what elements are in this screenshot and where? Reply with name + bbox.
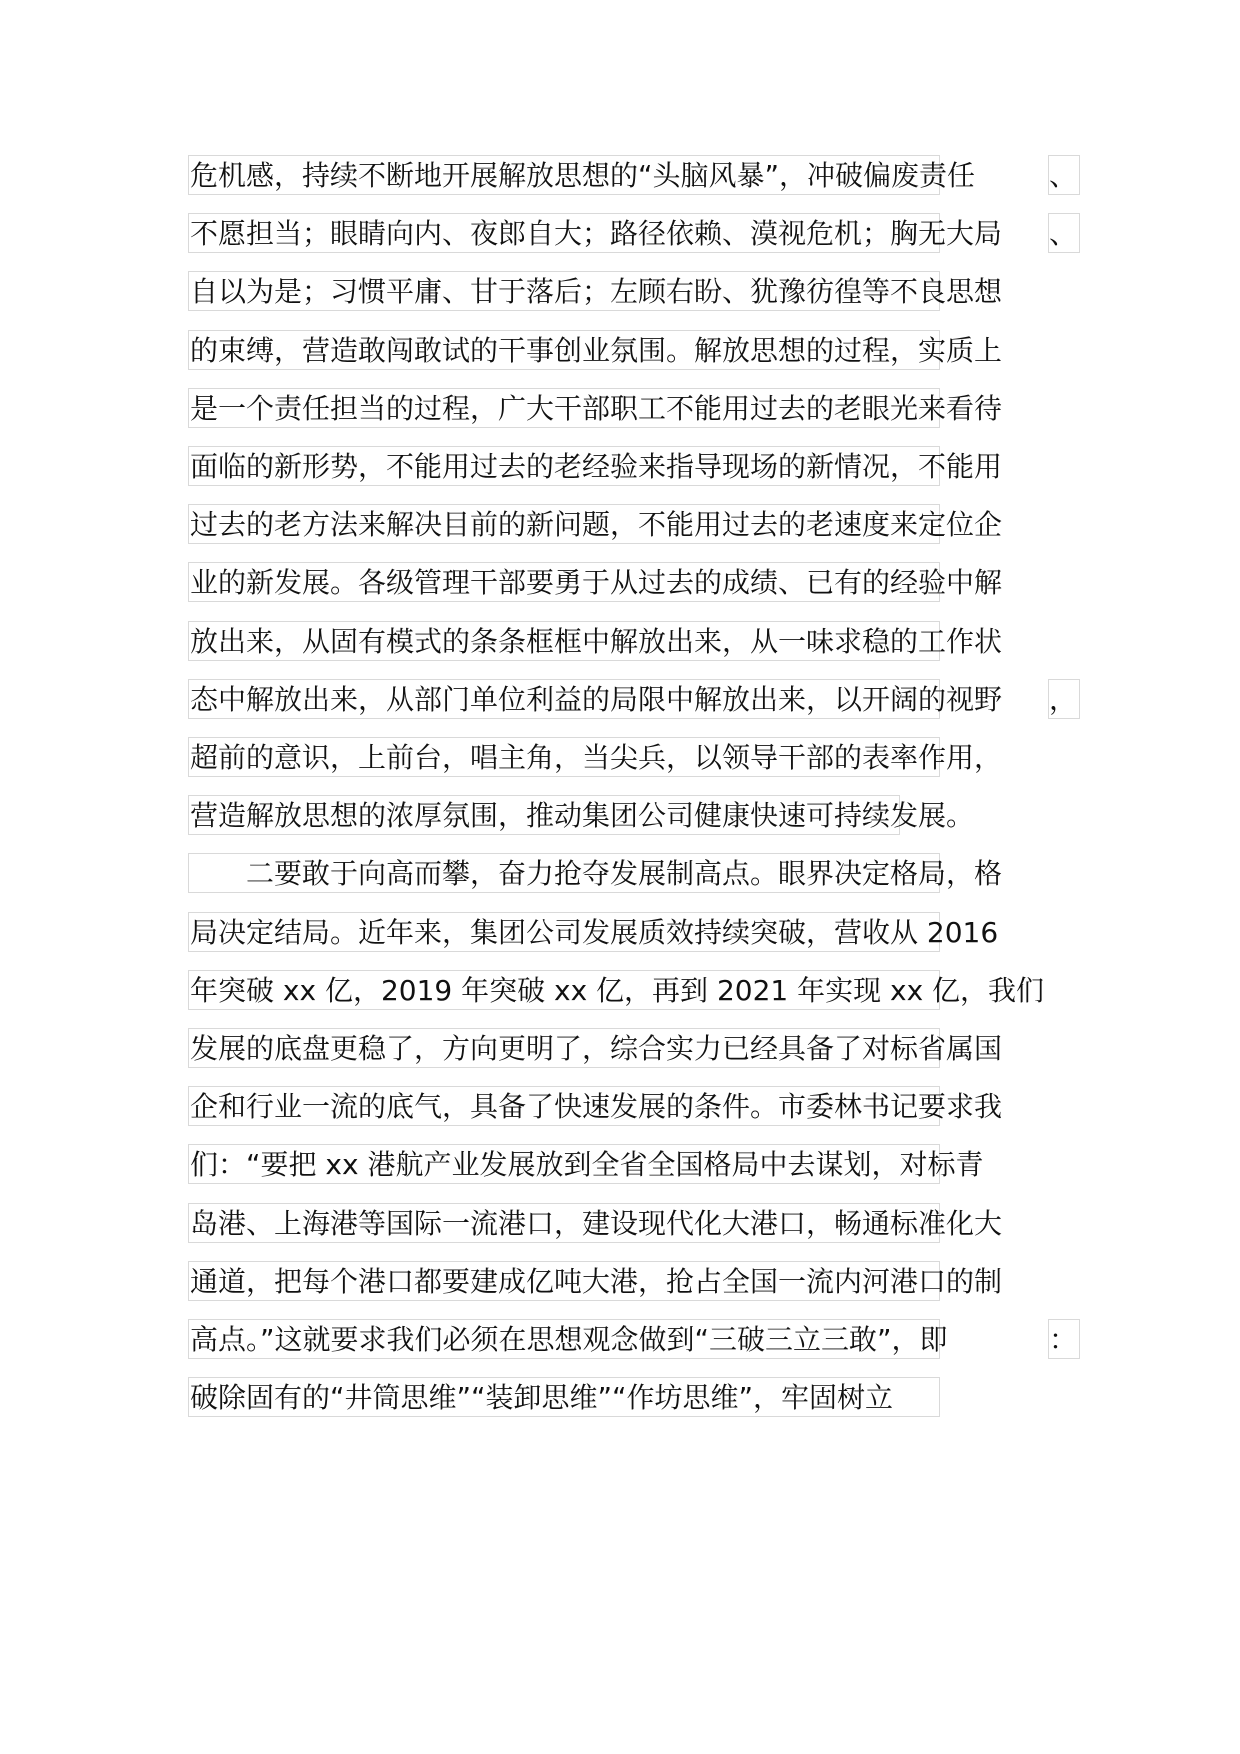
text-line: 态中解放出来，从部门单位利益的局限中解放出来，以开阔的视野 (188, 679, 940, 719)
text-line: 局决定结局。近年来，集团公司发展质效持续突破，营收从 2016 (188, 912, 940, 952)
text-line: 自以为是；习惯平庸、甘于落后；左顾右盼、犹豫彷徨等不良思想 (188, 271, 940, 311)
text-line: 通道，把每个港口都要建成亿吨大港，抢占全国一流内河港口的制 (188, 1261, 940, 1301)
text-line: 业的新发展。各级管理干部要勇于从过去的成绩、已有的经验中解 (188, 562, 940, 602)
text-line: 年突破 xx 亿，2019 年突破 xx 亿，再到 2021 年实现 xx 亿，我们 (188, 970, 940, 1010)
text-line: 不愿担当；眼睛向内、夜郎自大；路径依赖、漠视危机；胸无大局 (188, 213, 940, 253)
text-line: 发展的底盘更稳了，方向更明了，综合实力已经具备了对标省属国 (188, 1028, 940, 1068)
text-line: 高点。”这就要求我们必须在思想观念做到“三破三立三敢”，即 (188, 1319, 940, 1359)
text-line: 的束缚，营造敢闯敢试的干事创业氛围。解放思想的过程，实质上 (188, 330, 940, 370)
line-end-punctuation: ： (1048, 1319, 1080, 1359)
text-line: 危机感，持续不断地开展解放思想的“头脑风暴”，冲破偏废责任 (188, 155, 940, 195)
text-line: 超前的意识，上前台，唱主角，当尖兵，以领导干部的表率作用， (188, 737, 940, 777)
text-line: 是一个责任担当的过程，广大干部职工不能用过去的老眼光来看待 (188, 388, 940, 428)
text-line: 岛港、上海港等国际一流港口，建设现代化大港口，畅通标准化大 (188, 1203, 940, 1243)
text-line: 二要敢于向高而攀，奋力抢夺发展制高点。眼界决定格局，格 (188, 853, 940, 893)
text-line: 破除固有的“井筒思维”“装卸思维”“作坊思维”，牢固树立 (188, 1377, 940, 1417)
line-end-punctuation: ， (1048, 679, 1080, 719)
line-end-punctuation: 、 (1048, 213, 1080, 253)
line-end-punctuation: 、 (1048, 155, 1080, 195)
text-line: 企和行业一流的底气，具备了快速发展的条件。市委林书记要求我 (188, 1086, 940, 1126)
text-line: 过去的老方法来解决目前的新问题，不能用过去的老速度来定位企 (188, 504, 940, 544)
text-line: 放出来，从固有模式的条条框框中解放出来，从一味求稳的工作状 (188, 621, 940, 661)
text-line: 面临的新形势，不能用过去的老经验来指导现场的新情况，不能用 (188, 446, 940, 486)
text-line: 营造解放思想的浓厚氛围，推动集团公司健康快速可持续发展。 (188, 795, 900, 835)
text-line: 们：“要把 xx 港航产业发展放到全省全国格局中去谋划，对标青 (188, 1144, 940, 1184)
